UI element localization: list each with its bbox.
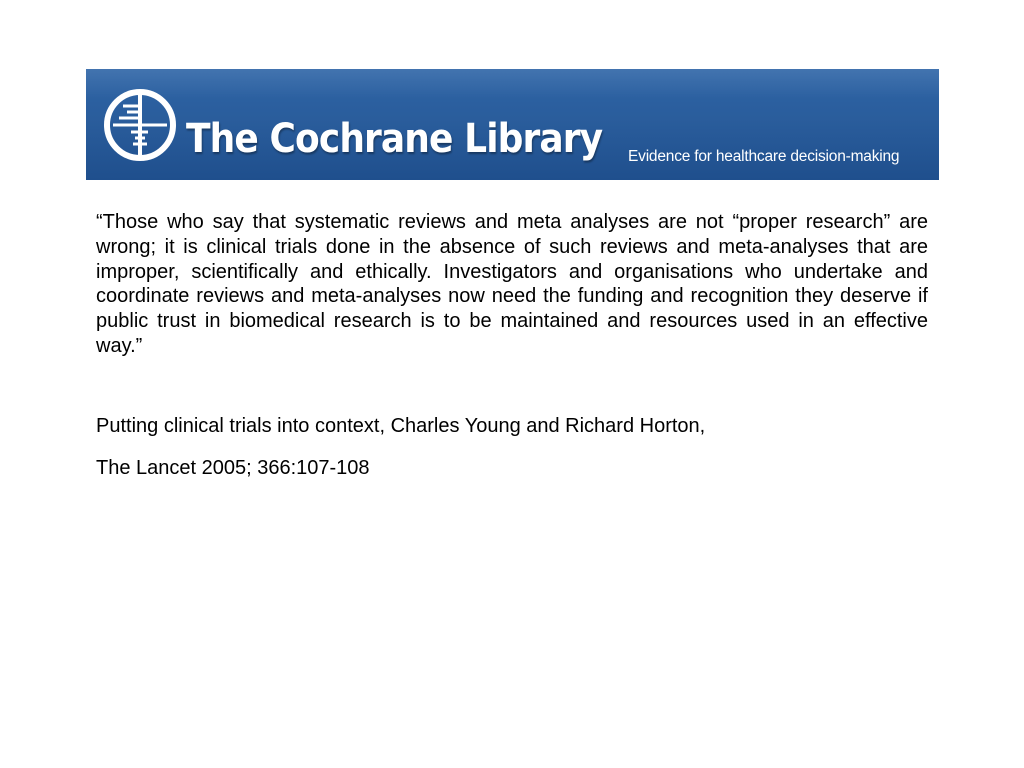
banner-title: The Cochrane Library [186, 116, 603, 162]
citation-journal: The Lancet 2005; 366:107-108 [96, 457, 370, 479]
cochrane-library-banner [86, 69, 939, 180]
quote-text: “Those who say that systematic reviews and meta analyses are not “proper research” are wrong; it is clinical trials done in the absence of such reviews and meta-analyses that are improper, scientifically and ethically. Investigators and organisations who undertake and coordinate reviews and meta-analyses now need the funding and recognition they deserve if public trust in biomedical research is to be maintained and resources used in an effective way.” [96, 211, 928, 357]
banner-tagline: Evidence for healthcare decision-making [628, 148, 900, 165]
banner-sheen [86, 69, 939, 99]
citation-title-authors: Putting clinical trials into context, Charles Young and Richard Horton, [96, 415, 706, 437]
cochrane-logo-icon [102, 87, 178, 163]
